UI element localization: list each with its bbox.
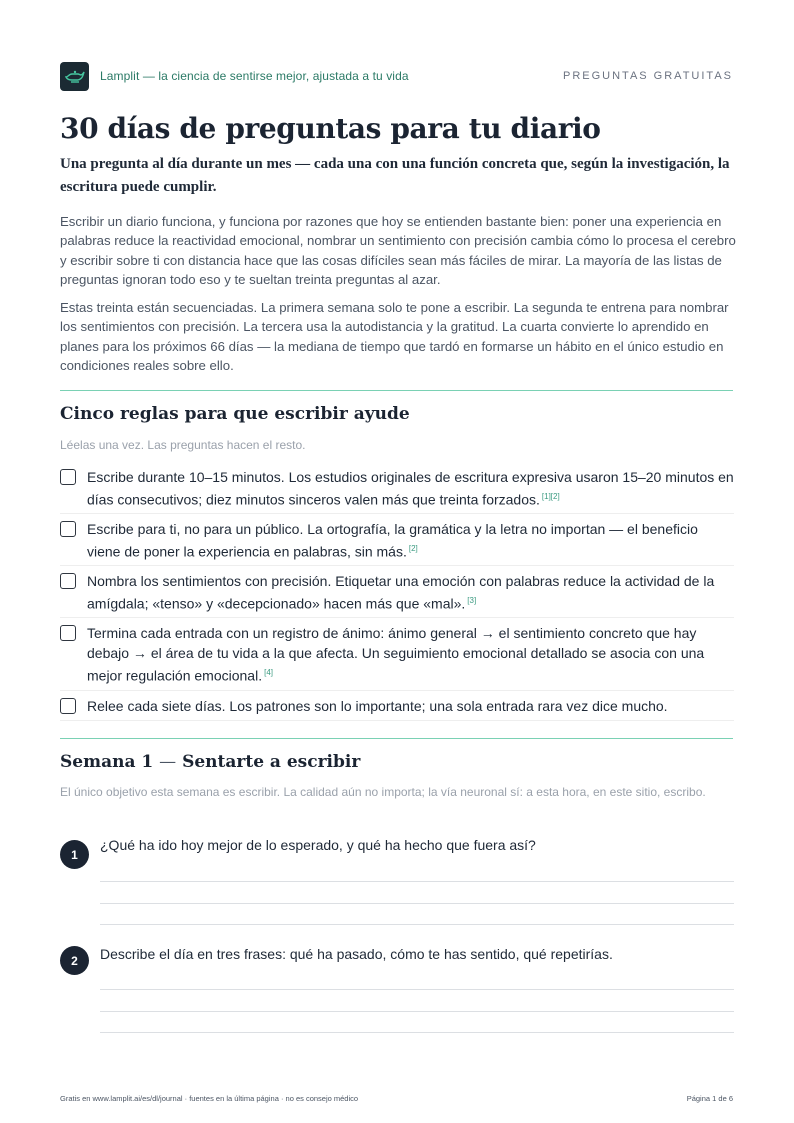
citation-ref[interactable]: [2] bbox=[408, 544, 418, 553]
week-note: El único objetivo esta semana es escribir. La calidad aún no importa; la vía neuronal sí: a esta hora, en este sitio, escribo. bbox=[60, 785, 706, 799]
rule-item bbox=[60, 571, 734, 618]
genie-lamp-icon bbox=[60, 62, 89, 91]
rules-heading: Cinco reglas para que escribir ayude bbox=[60, 404, 410, 424]
answer-line[interactable] bbox=[100, 924, 734, 925]
question-number: 1 bbox=[60, 840, 89, 869]
rule-item bbox=[60, 519, 734, 566]
checkbox[interactable] bbox=[60, 573, 76, 589]
free-prompts-label: PREGUNTAS GRATUITAS bbox=[562, 70, 733, 82]
answer-line[interactable] bbox=[100, 881, 734, 882]
brand bbox=[60, 62, 409, 91]
rule-text: Termina cada entrada con un registro de ánimo: ánimo general → el sentimiento concreto que hay debajo → el área de tu vida a la que afecta. Un seguimiento emocional detallado se asocia con una mejor regulación emocional. [4] bbox=[87, 625, 705, 684]
answer-line[interactable] bbox=[100, 1032, 734, 1033]
rule-text: Relee cada siete días. Los patrones son lo importante; una sola entrada rara vez dice mucho. bbox=[87, 698, 668, 714]
answer-line[interactable] bbox=[100, 1011, 734, 1012]
citation-ref[interactable]: [3] bbox=[467, 596, 477, 605]
page-header bbox=[60, 61, 733, 91]
rule-text: Nombra los sentimientos con precisión. Etiquetar una emoción con palabras reduce la actividad de la amígdala; «tenso» y «decepcionado» hacen más que «mal». [3] bbox=[87, 573, 715, 612]
citation-ref[interactable]: [4] bbox=[264, 668, 273, 677]
page-footer bbox=[60, 1094, 733, 1103]
section-divider bbox=[60, 738, 733, 739]
page-title: 30 días de preguntas para tu diario bbox=[60, 112, 601, 145]
intro-paragraph: Escribir un diario funciona, y funciona por razones que hoy se entienden bastante bien: poner una experiencia en palabras reduce la reactividad emocional, nombrar un sentimiento con precisión cambia cómo lo procesa el cerebro y escribir sobre ti con distancia hace que las cosas difíciles sean más fáciles de mirar. La mayoría de las listas de preguntas ignoran todo eso y te sueltan treinta preguntas al azar. bbox=[60, 214, 736, 287]
citation-ref[interactable]: [1][2] bbox=[541, 492, 560, 501]
week-heading: Semana 1 — Sentarte a escribir bbox=[60, 752, 361, 772]
rule-item bbox=[60, 467, 734, 514]
question bbox=[60, 946, 734, 1036]
question-text: Describe el día en tres frases: qué ha pasado, cómo te has sentido, qué repetirías. bbox=[100, 946, 613, 962]
intro-paragraph: Estas treinta están secuenciadas. La primera semana solo te pone a escribir. La segunda te entrena para nombrar los sentimientos con precisión. La tercera usa la autodistancia y la gratitud. La cuarta convierte lo aprendido en planes para los próximos 66 días — la mediana de tiempo que tardó en formarse un hábito en el único estudio en condiciones reales sobre ello. bbox=[60, 300, 729, 373]
rule-text: Escribe para ti, no para un público. La ortografía, la gramática y la letra no importan — el beneficio viene de poner la experiencia en palabras, sin más. [2] bbox=[87, 521, 698, 560]
section-divider bbox=[60, 390, 733, 391]
checkbox[interactable] bbox=[60, 521, 76, 537]
rule-item bbox=[60, 696, 734, 721]
rule-text: Escribe durante 10–15 minutos. Los estudios originales de escritura expresiva usaron 15–20 minutos en días consecutivos; diez minutos sinceros valen más que treinta forzados. [1][2] bbox=[87, 469, 734, 508]
answer-line[interactable] bbox=[100, 989, 734, 990]
rules-note: Léelas una vez. Las preguntas hacen el resto. bbox=[60, 438, 306, 452]
question-text: ¿Qué ha ido hoy mejor de lo esperado, y qué ha hecho que fuera así? bbox=[100, 837, 536, 853]
brand-tagline: Lamplit — la ciencia de sentirse mejor, ajustada a tu vida bbox=[100, 69, 409, 83]
rule-item bbox=[60, 623, 734, 691]
page-number: Página 1 de 6 bbox=[686, 1094, 733, 1103]
page-subtitle: Una pregunta al día durante un mes — cada una con una función concreta que, según la investigación, la escritura puede cumplir. bbox=[60, 156, 730, 195]
answer-line[interactable] bbox=[100, 903, 734, 904]
checkbox[interactable] bbox=[60, 625, 76, 641]
question bbox=[60, 836, 734, 926]
footer-source: Gratis en www.lamplit.ai/es/dl/journal · fuentes en la última página · no es consejo médico bbox=[60, 1094, 359, 1103]
checkbox[interactable] bbox=[60, 698, 76, 714]
question-number: 2 bbox=[60, 946, 89, 975]
checkbox[interactable] bbox=[60, 469, 76, 485]
